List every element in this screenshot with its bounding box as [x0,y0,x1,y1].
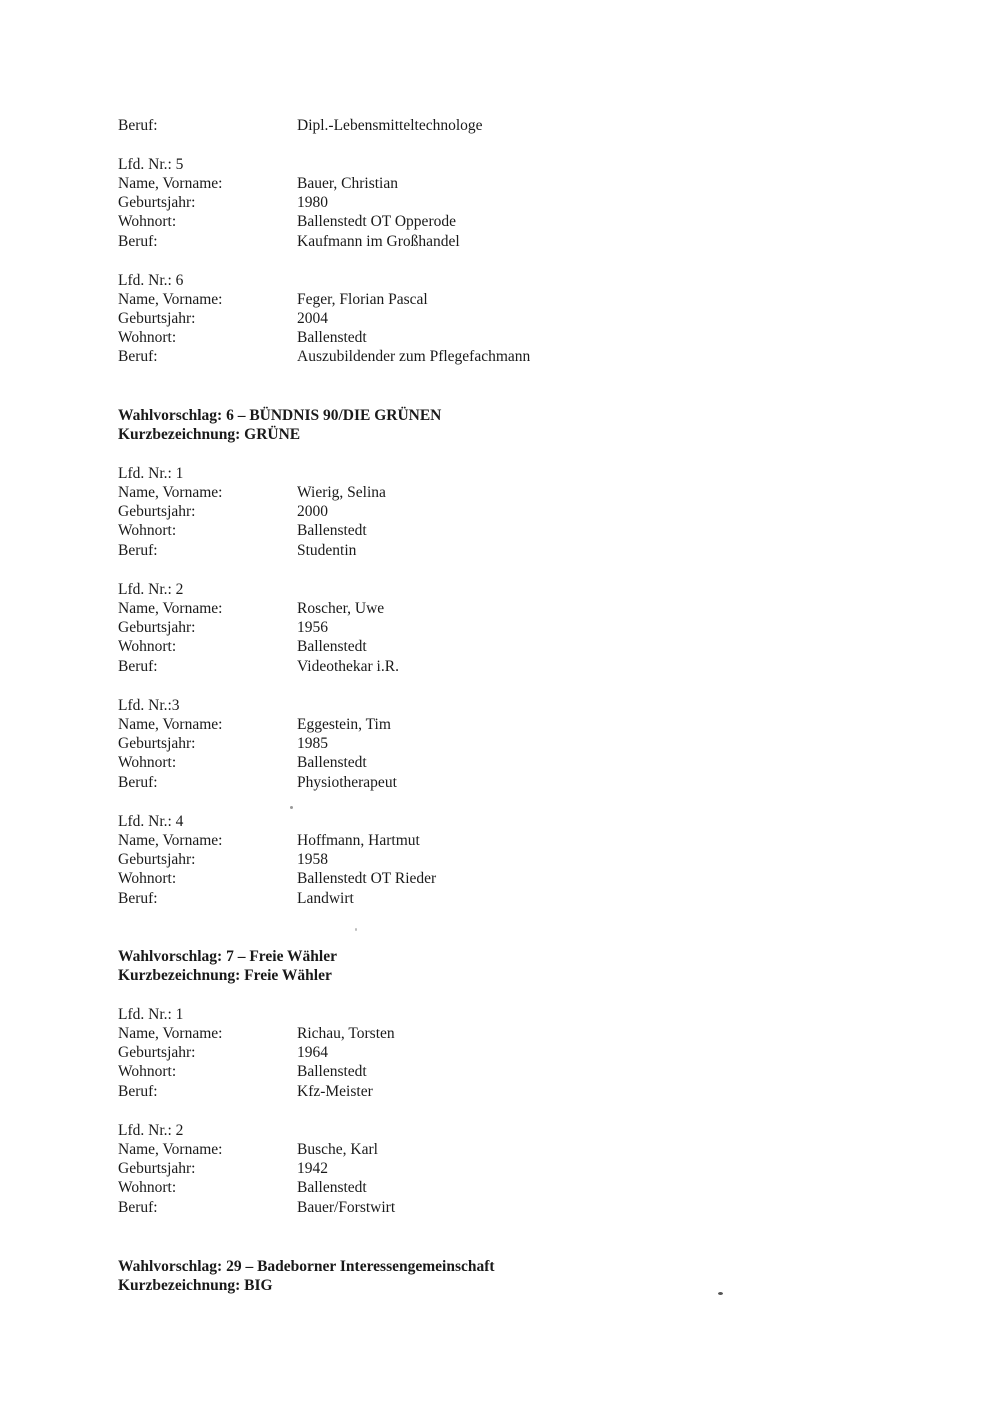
candidate-birth-year: 2000 [297,503,328,520]
short-name-line: Kurzbezeichnung: Freie Wähler [118,967,332,984]
short-name-line: Kurzbezeichnung: BIG [118,1277,273,1294]
candidate-birth-year: 1958 [297,851,328,868]
candidate-name: Hoffmann, Hartmut [297,832,420,849]
candidate-birth-year: 1980 [297,194,328,211]
candidate-residence: Ballenstedt [297,522,367,539]
scan-speck [355,928,357,931]
scan-speck [290,806,293,809]
candidate-birth-year: 1985 [297,735,328,752]
candidate-job: Auszubildender zum Pflegefachmann [297,348,531,365]
candidate-name: Roscher, Uwe [297,600,385,617]
candidate-job: Videothekar i.R. [297,658,399,675]
document-page: Beruf: Dipl.-Lebensmitteltechnologe Lfd. Nr.: 5 Name, Vorname: Bauer, Christian Geburtsjahr: 1980 Wohnort: Ballenstedt OT Opperode Beruf: Kaufmann im Großhandel Lfd. Nr.: 6 Name, Vorname: Feger, Florian Pascal Geburtsjahr: 2004 Wohnort: Ballenstedt Beruf: Auszubildender zum Pflegefachmann Wahlvorschlag: 6 – BÜNDNIS 90/DIE GRÜNEN Kurzbezeichnung: GRÜNE Lfd. Nr.: 1 Name, Vorname: Wierig, Selina Geburtsjahr: 2000 Wohnort: Ballenstedt Beruf: Studentin Lfd. Nr.: 2 Name, Vorname: Roscher, Uwe Geburtsjahr: 1956 Wohnort: Ballenstedt Beruf: Videothekar i.R. Lfd. Nr.:3 Name, Vorname: Eggestein, Tim Geburtsjahr: 1985 Wohnort: Ballenstedt Beruf: Physiotherapeut Lfd. Nr.: 4 Name, Vorname: Hoffmann, Hartmut Geburtsjahr: 1958 Wohnort: Ballenstedt OT Rieder Beruf: Landwirt Wahlvorschlag: 7 – Freie Wähler Kurzbezeichnung: Freie Wähler Lfd. Nr.: 1 Name, Vorname: Richau, Torsten Geburtsjahr: 1964 Wohnort: Ballenstedt Beruf: Kfz-Meister Lfd. Nr.: 2 Name, Vorname: Busche, Karl Geburtsjahr: 1942 Wohnort: Ballenstedt Beruf: Bauer/Forstwirt Wahlvorschlag: 29 – Badeborner Interessengemeinschaft Kurzbezeichnung: BIG [0,0,1000,1415]
candidate-residence: Ballenstedt [297,638,367,655]
scan-speck [718,1292,723,1295]
short-name-value: : BIG [235,1277,273,1294]
section-heading: Wahlvorschlag: 7 – Freie Wähler [118,948,337,965]
candidate-name: Eggestein, Tim [297,716,391,733]
section-heading: Wahlvorschlag: 29 – Badeborner Interessengemeinschaft [118,1258,495,1275]
candidate-name: Busche, Karl [297,1141,378,1158]
short-name-value: : GRÜNE [235,426,301,443]
job-label: Beruf: [118,117,158,134]
candidate-job: Kfz-Meister [297,1083,373,1100]
candidate-residence: Ballenstedt [297,754,367,771]
candidate-birth-year: 1964 [297,1044,328,1061]
candidate-name: Bauer, Christian [297,175,398,192]
candidate-residence: Ballenstedt [297,1063,367,1080]
candidate-residence: Ballenstedt OT Opperode [297,213,456,230]
short-name-line: Kurzbezeichnung: GRÜNE [118,426,301,443]
section-heading: Wahlvorschlag: 6 – BÜNDNIS 90/DIE GRÜNEN [118,407,442,424]
candidate-job: Landwirt [297,890,354,907]
job-value: Dipl.-Lebensmitteltechnologe [297,117,483,134]
candidate-job: Physiotherapeut [297,774,397,791]
candidate-residence: Ballenstedt [297,1179,367,1196]
candidate-residence: Ballenstedt [297,329,367,346]
candidate-name: Feger, Florian Pascal [297,291,428,308]
candidate-job: Studentin [297,542,357,559]
candidate-name: Wierig, Selina [297,484,386,501]
candidate-birth-year: 1942 [297,1160,328,1177]
candidate-birth-year: 2004 [297,310,328,327]
candidate-residence: Ballenstedt OT Rieder [297,870,437,887]
candidate-job: Bauer/Forstwirt [297,1199,396,1216]
candidate-job: Kaufmann im Großhandel [297,233,460,250]
short-name-value: : Freie Wähler [235,967,332,984]
candidate-name: Richau, Torsten [297,1025,395,1042]
candidate-birth-year: 1956 [297,619,328,636]
